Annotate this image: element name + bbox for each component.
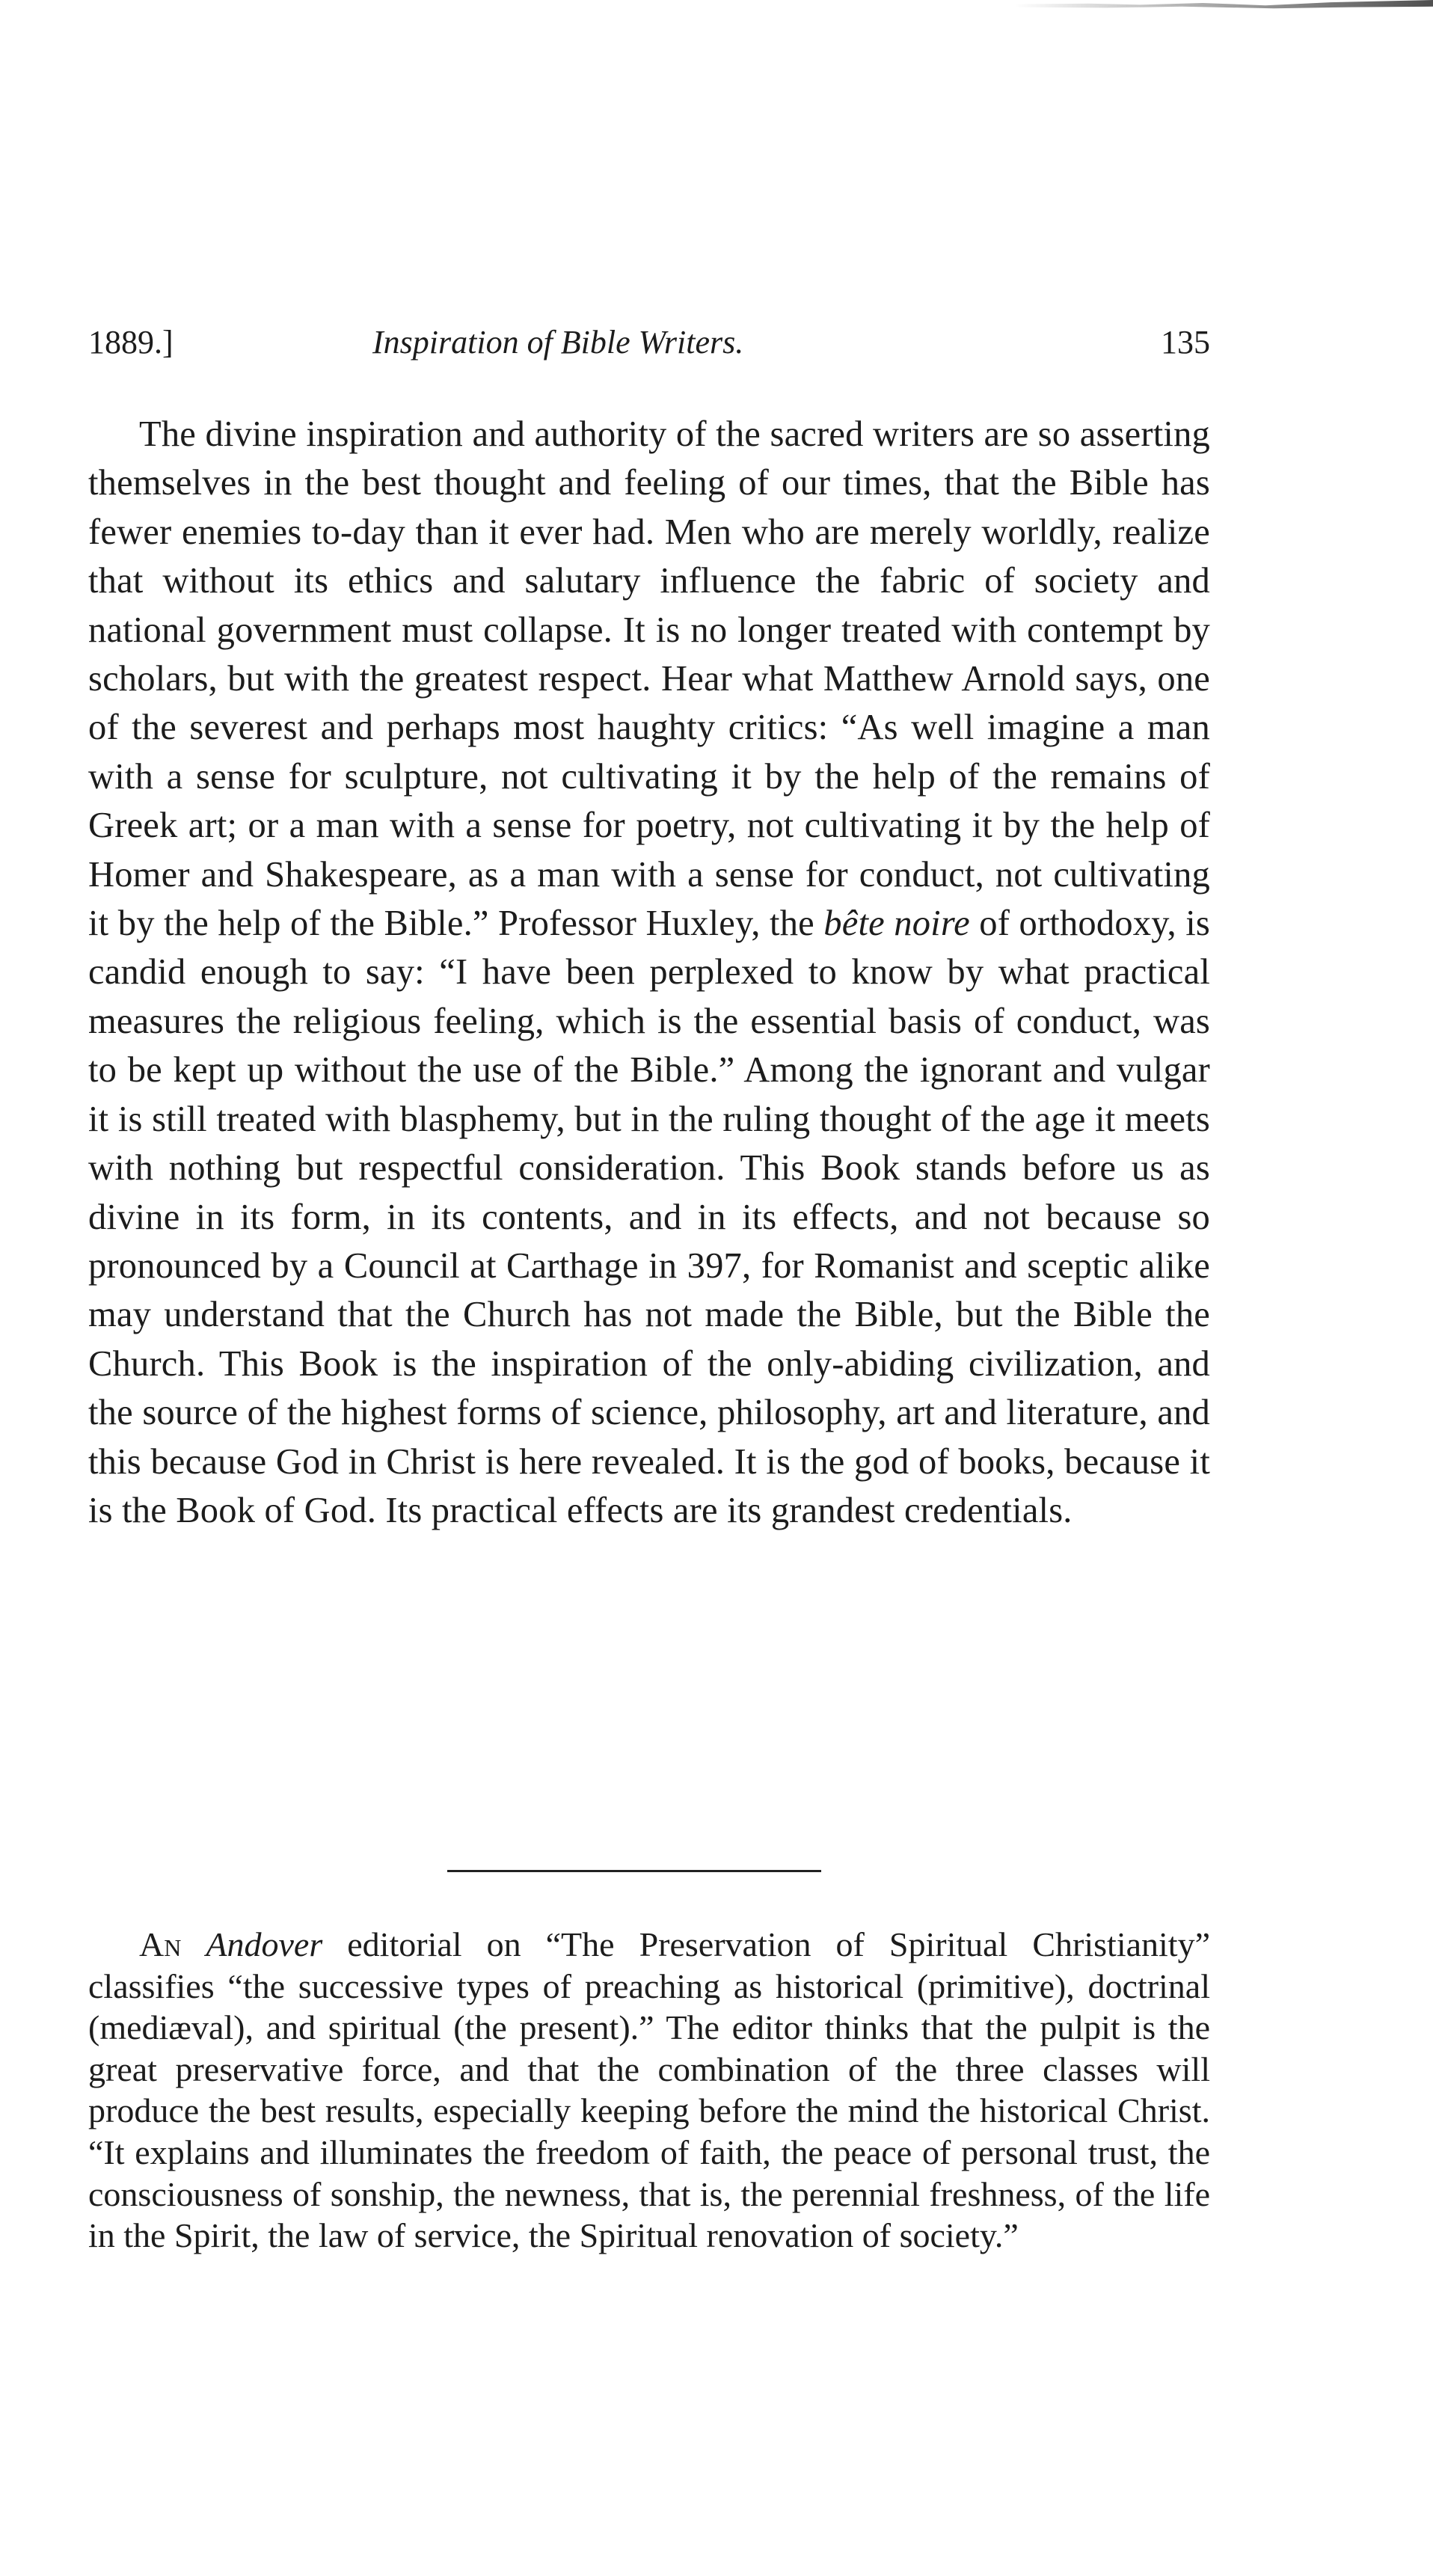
running-head-year: 1889.] xyxy=(88,324,174,361)
note-italic-title: Andover xyxy=(206,1925,323,1963)
main-article-body xyxy=(88,410,1210,1535)
page-number: 135 xyxy=(1161,324,1210,361)
main-paragraph-text-2: of orthodoxy, is candid enough to say: “I have been perplexed to know by what practical measures the religious feeling, which is the essential basis of conduct, was to be kept up without the use of the Bible.” Among the ignorant and vulgar it is still treated with blasphemy, but in the ruling thought of the age it meets with nothing but respectful consideration. This Book stands before us as divine in its form, in its contents, and in its effects, and not because so pronounced by a Council at Carthage in 397, for Romanist and sceptic alike may understand that the Church has not made the Bible, but the Bible the Church. This Book is the inspiration of the only-abiding civilization, and the source of the highest forms of science, philosophy, art and literature, and this because God in Christ is here revealed. It is the god of books, because it is the Book of God. Its practical effects are its grandest credentials. xyxy=(88,904,1211,1530)
section-divider xyxy=(447,1870,821,1872)
running-head-title: Inspiration of Bible Writers. xyxy=(372,324,744,361)
note-paragraph-text: editorial on “The Preservation of Spiritual Christianity” classifies “the successive types of preaching as historical (primitive), doctrinal (mediæval), and spiritual (the present).” The editor thinks that the pulpit is the great preservative force, and that the combination of the three classes will produce the best results, especially keeping before the mind the historical Christ. “It explains and illuminates the freedom of faith, the peace of personal trust, the consciousness of sonship, the newness, that is, the perennial freshness, of the life in the Spirit, the law of service, the Spiritual renovation of society.” xyxy=(88,1925,1210,2255)
running-head xyxy=(88,323,1210,368)
main-paragraph-italic-phrase: bête noire xyxy=(823,904,970,944)
note-lead-word: An xyxy=(139,1925,182,1963)
note-paragraph xyxy=(88,1924,1210,2257)
editorial-note xyxy=(88,1924,1210,2257)
main-paragraph xyxy=(88,410,1210,1535)
main-paragraph-text-1: The divine inspiration and authority of the sacred writers are so asserting themselves in the best thought and feeling of our times, that the Bible has fewer enemies to-day than it ever had. Men who are merely worldly, realize that without its ethics and salutary influence the fabric of society and national government must collapse. It is no longer treated with contempt by scholars, but with the greatest respect. Hear what Matthew Arnold says, one of the severest and perhaps most haughty critics: “As well imagine a man with a sense for sculpture, not cultivating it by the help of the remains of Greek art; or a man with a sense for poetry, not cultivating it by the help of Homer and Shakespeare, as a man with a sense for conduct, not cultivating it by the help of the Bible.” Professor Huxley, the xyxy=(88,414,1210,944)
scan-edge-mark xyxy=(1014,0,1433,12)
